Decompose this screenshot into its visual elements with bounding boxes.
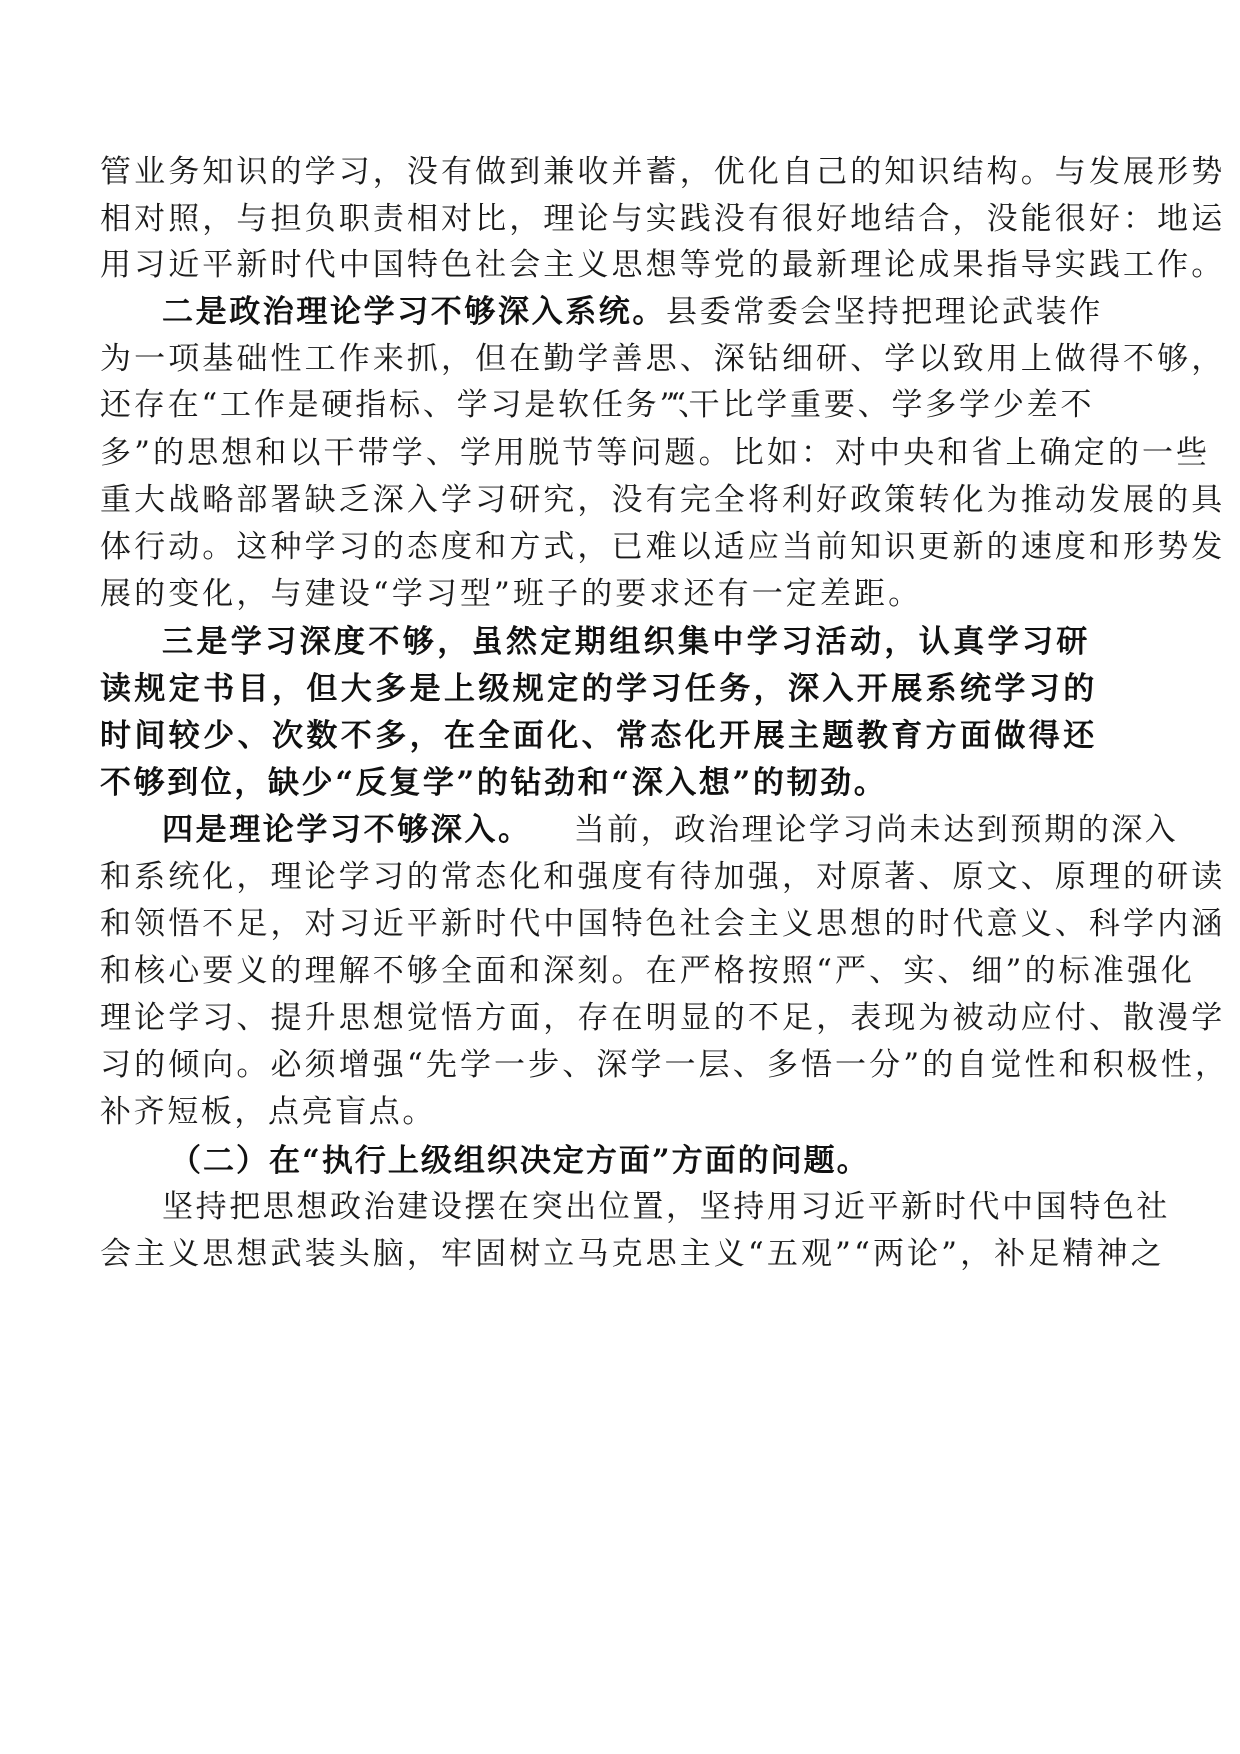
paragraph-2-line-2: 为一项基础性工作来抓，但在勤学善思、深钻细研、学以致用上做得不够， [100, 341, 1226, 377]
paragraph-4-line-1 [162, 810, 1240, 850]
paragraph-4-line-3: 和领悟不足，对习近平新时代中国特色社会主义思想的时代意义、科学内涵 [100, 906, 1226, 942]
paragraph-2-line-4: 多”的思想和以干带学、学用脱节等问题。比如：对中央和省上确定的一些 [100, 435, 1211, 471]
paragraph-2-line-6: 体行动。这种学习的态度和方式，已难以适应当前知识更新的速度和形势发 [100, 529, 1226, 565]
paragraph-5-line-2: 会主义思想武装头脑，牢固树立马克思主义“五观”“两论”，补足精神之 [100, 1236, 1165, 1272]
paragraph-2-line-5: 重大战略部署缺乏深入学习研究，没有完全将利好政策转化为推动发展的具 [100, 482, 1226, 518]
paragraph-3-line-1: 三是学习深度不够，虽然定期组织集中学习活动，认真学习研 [162, 624, 1091, 660]
paragraph-4-line-2: 和系统化，理论学习的常态化和强度有待加强，对原著、原文、原理的研读 [100, 859, 1226, 895]
paragraph-2-line-3a: 还存在“工作是硬指标、学习是软任务”、 [100, 387, 712, 423]
paragraph-2-line-1-rest: 县委常委会坚持把理论武装作 [666, 294, 1103, 330]
paragraph-3-line-2: 读规定书目，但大多是上级规定的学习任务，深入开展系统学习的 [100, 671, 1098, 707]
paragraph-4-line-5: 理论学习、提升思想觉悟方面，存在明显的不足，表现为被动应付、散漫学 [100, 1000, 1226, 1036]
paragraph-1-line-2: 相对照，与担负职责相对比，理论与实践没有很好地结合，没能很好：地运 [100, 201, 1226, 237]
paragraph-4-heading: 四是理论学习不够深入。 [162, 812, 532, 848]
paragraph-2-line-1 [162, 292, 1240, 332]
paragraph-1-line-3: 用习近平新时代中国特色社会主义思想等党的最新理论成果指导实践工作。 [100, 247, 1226, 283]
paragraph-2-heading: 二是政治理论学习不够深入系统。 [162, 294, 666, 330]
paragraph-4-line-4: 和核心要义的理解不够全面和深刻。在严格按照“严、实、细”的标准强化 [100, 953, 1195, 989]
paragraph-4-line-6: 习的倾向。必须增强“先学一步、深学一层、多悟一分”的自觉性和积极性， [100, 1047, 1230, 1083]
paragraph-2-line-7: 展的变化，与建设“学习型”班子的要求还有一定差距。 [100, 576, 923, 612]
paragraph-4-line-1-rest: 当前，政治理论学习尚未达到预期的深入 [573, 812, 1179, 848]
section-heading: （二）在“执行上级组织决定方面”方面的问题。 [170, 1143, 870, 1179]
paragraph-3-line-4: 不够到位，缺少“反复学”的钻劲和“深入想”的韧劲。 [100, 765, 888, 801]
paragraph-3-line-3: 时间较少、次数不多，在全面化、常态化开展主题教育方面做得还 [100, 718, 1098, 754]
paragraph-5-line-1: 坚持把思想政治建设摆在突出位置，坚持用习近平新时代中国特色社 [162, 1189, 1170, 1225]
paragraph-4-line-7: 补齐短板，点亮盲点。 [100, 1094, 436, 1130]
paragraph-1-line-1: 管业务知识的学习，没有做到兼收并蓄，优化自己的知识结构。与发展形势 [100, 154, 1226, 190]
paragraph-2-line-3b: “干比学重要、学多学少差不 [670, 387, 1095, 423]
